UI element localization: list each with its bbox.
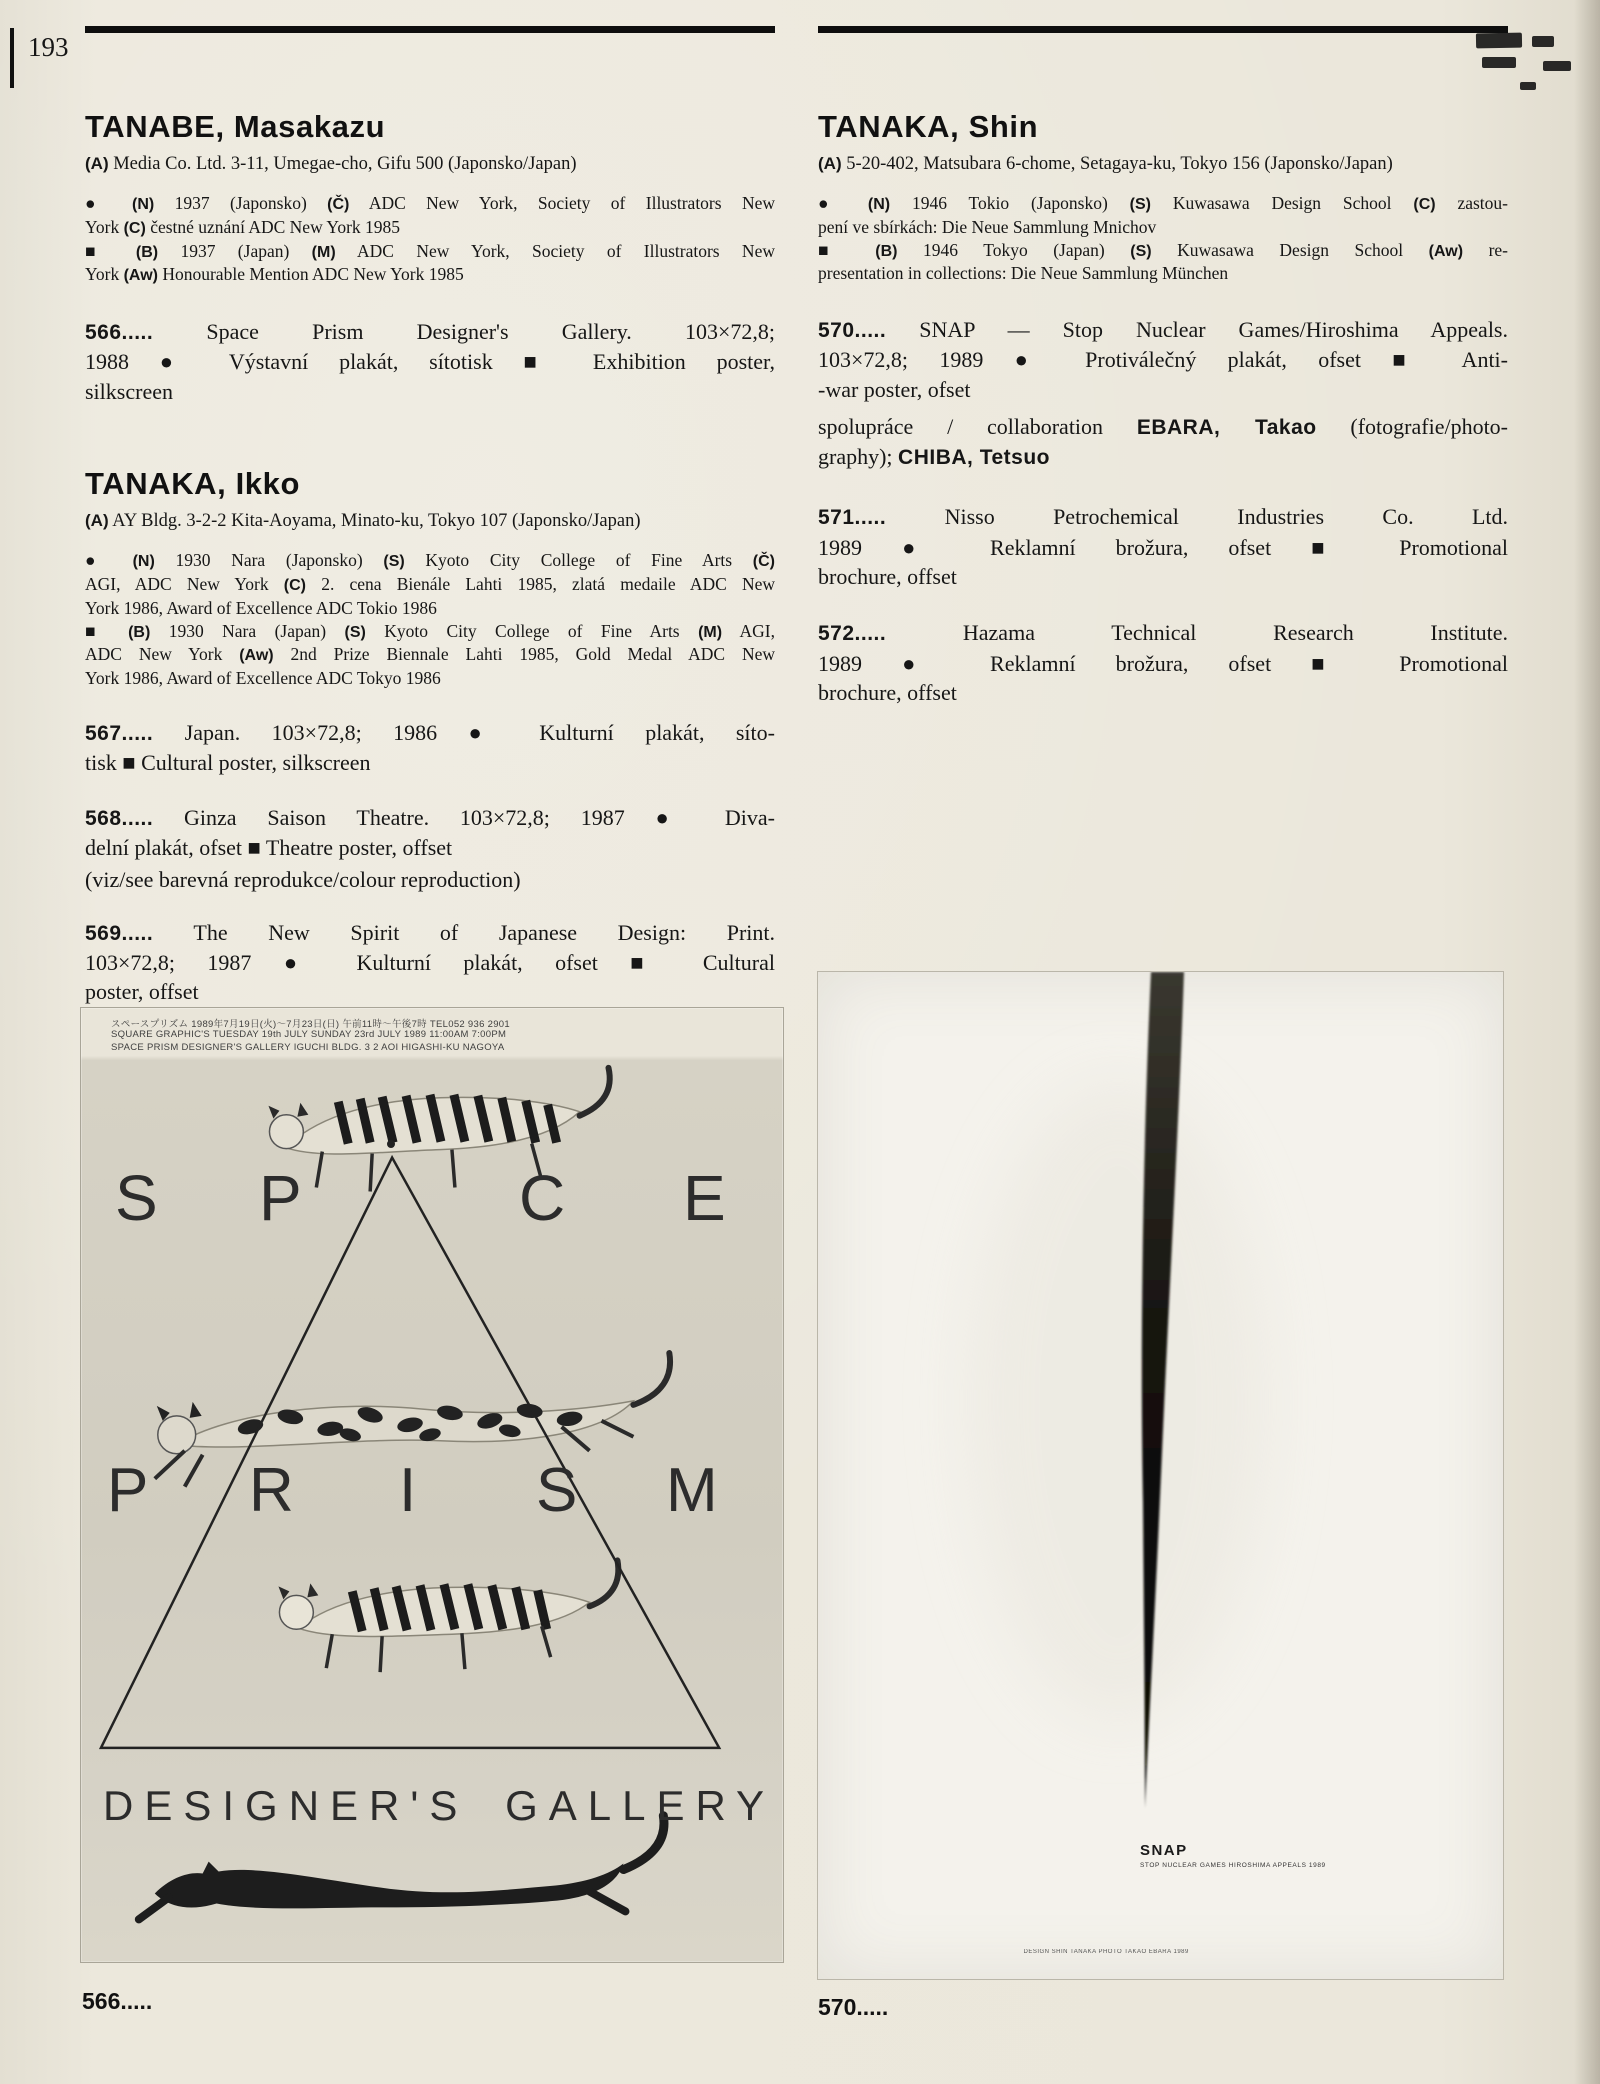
poster-image-570 — [817, 971, 1504, 1980]
snap-credits-microtext: DESIGN SHIN TANAKA PHOTO TAKAO EBARA 1989 — [1023, 1948, 1189, 1955]
bio-line: ● (N) 1946 Tokio (Japonsko) (S) Kuwasawa Design School (C) zastou- — [818, 193, 1508, 213]
bio-line: AGI, ADC New York (C) 2. cena Bienále Lahti 1985, zlatá medaile ADC New — [85, 574, 775, 595]
artist-address: (A) Media Co. Ltd. 3-11, Umegae-cho, Gifu 500 (Japonsko/Japan) — [85, 154, 577, 174]
black-cat-illustration — [139, 1816, 664, 1920]
work-note-line: spolupráce / collaboration EBARA, Takao (fotografie/photo- — [818, 414, 1509, 440]
work-entry-572 — [818, 618, 1508, 707]
scan-artifact — [1520, 82, 1536, 90]
work-line: -war poster, ofset — [818, 376, 971, 402]
bio-line: York (C) čestné uznání ADC New York 1985 — [85, 216, 401, 237]
poster-caption: 566..... — [82, 1988, 153, 2014]
bio-line: presentation in collections: Die Neue Sammlung München — [818, 263, 1229, 284]
work-entry-567 — [85, 718, 775, 778]
apex-dot — [387, 1140, 395, 1148]
striped-cat-lower-illustration — [278, 1560, 618, 1672]
work-line: 103×72,8; 1987 ● Kulturní plakát, ofset ■ Cultural — [85, 949, 775, 975]
work-note-line: graphy); CHIBA, Tetsuo — [818, 444, 1050, 470]
work-line: 566..... Space Prism Designer's Gallery. 103×72,8; — [85, 319, 775, 345]
artist-bio — [85, 192, 775, 287]
work-line: poster, offset — [85, 979, 199, 1005]
bio-line: York 1986, Award of Excellence ADC Tokio 1986 — [85, 597, 437, 618]
margin-mark — [10, 28, 14, 88]
poster-image-566 — [80, 1007, 784, 1963]
poster-letter: R — [249, 1456, 294, 1525]
column-rule — [818, 26, 1508, 33]
work-entry-568 — [85, 803, 775, 895]
artist-bio — [85, 549, 775, 690]
bio-line: ● (N) 1930 Nara (Japonsko) (S) Kyoto City College of Fine Arts (Č) — [85, 550, 775, 571]
work-line: brochure, offset — [818, 680, 957, 706]
work-line: 569..... The New Spirit of Japanese Design: Print. — [85, 919, 775, 945]
bio-line: ■ (B) 1937 (Japan) (M) ADC New York, Society of Illustrators New — [85, 240, 775, 261]
poster-letter: S — [536, 1456, 578, 1525]
bio-line: ● (N) 1937 (Japonsko) (Č) ADC New York, Society of Illustrators New — [85, 193, 776, 213]
poster-letter: C — [519, 1162, 566, 1234]
work-line: 572..... Hazama Technical Research Institute. — [818, 620, 1508, 646]
bio-line: pení ve sbírkách: Die Neue Sammlung Mnichov — [818, 216, 1157, 237]
work-line: silkscreen — [85, 378, 173, 404]
poster-letter: I — [399, 1456, 417, 1525]
poster-fine-print-line: SPACE PRISM DESIGNER'S GALLERY IGUCHI BLDG. 3 2 AOI HIGASHI-KU NAGOYA — [111, 1042, 505, 1053]
snap-text-block — [1140, 1842, 1326, 1869]
work-note-line: (viz/see barevná reprodukce/colour reproduction) — [85, 867, 521, 893]
page-edge-shadow — [1574, 0, 1600, 2084]
poster-letter: S — [115, 1162, 158, 1234]
artist-heading: TANAKA, Shin — [818, 109, 1039, 144]
work-entry-570 — [818, 315, 1508, 472]
snap-title: SNAP — [1139, 1842, 1188, 1860]
work-line: 570..... SNAP — Stop Nuclear Games/Hiroshima Appeals. — [818, 317, 1508, 343]
artist-heading: TANABE, Masakazu — [85, 109, 386, 144]
bio-line: ADC New York (Aw) 2nd Prize Biennale Lahti 1985, Gold Medal ADC New — [85, 644, 775, 665]
bio-line: York 1986, Award of Excellence ADC Tokyo 1986 — [85, 668, 441, 689]
soft-shadow — [968, 1082, 1268, 1722]
work-line: 571..... Nisso Petrochemical Industries Co. Ltd. — [818, 504, 1508, 530]
bio-line: York (Aw) Honourable Mention ADC New York 1985 — [85, 264, 464, 285]
scan-artifact — [1476, 33, 1522, 49]
poster-letter: M — [666, 1456, 718, 1525]
bio-line: ■ (B) 1946 Tokyo (Japan) (S) Kuwasawa Design School (Aw) re- — [818, 239, 1508, 260]
work-line: 1989 ● Reklamní brožura, ofset ■ Promotional — [818, 650, 1508, 676]
work-line: 567..... Japan. 103×72,8; 1986 ● Kulturní plakát, síto- — [85, 719, 775, 745]
triangle-outline — [101, 1158, 719, 1748]
left-column — [85, 26, 775, 1007]
bio-line: ■ (B) 1930 Nara (Japan) (S) Kyoto City College of Fine Arts (M) AGI, — [85, 620, 775, 641]
poster-letter: P — [107, 1456, 149, 1525]
work-entry-571 — [818, 502, 1508, 591]
artist-heading: TANAKA, Ikko — [85, 466, 301, 502]
work-line: delní plakát, ofset ■ Theatre poster, offset — [85, 834, 453, 860]
poster-fine-print-line: SQUARE GRAPHIC'S TUESDAY 19th JULY SUNDAY 23rd JULY 1989 11:00AM 7:00PM — [111, 1029, 507, 1040]
work-line: 1989 ● Reklamní brožura, ofset ■ Promotional — [818, 534, 1508, 560]
poster-word-bottom: DESIGNER'S GALLERY — [103, 1782, 776, 1829]
column-rule — [85, 26, 775, 33]
artist-address: (A) AY Bldg. 3-2-2 Kita-Aoyama, Minato-ku, Tokyo 107 (Japonsko/Japan) — [85, 511, 641, 532]
artist-bio — [818, 192, 1508, 285]
scan-artifact — [1543, 61, 1571, 71]
right-column — [818, 26, 1508, 708]
scan-artifact — [1482, 57, 1516, 68]
poster-letter: E — [683, 1162, 726, 1234]
work-line: brochure, offset — [818, 564, 957, 589]
snap-subtitle: STOP NUCLEAR GAMES HIROSHIMA APPEALS 1989 — [1139, 1862, 1326, 1870]
artist-address: (A) 5-20-402, Matsubara 6-chome, Setagaya-ku, Tokyo 156 (Japonsko/Japan) — [818, 154, 1393, 174]
poster-fine-print-line: スペースプリズム 1989年7月19日(火)〜7月23日(日) 午前11時〜午後7時 TEL052 936 2901 — [111, 1019, 510, 1030]
poster-illustration-svg — [818, 972, 1503, 1981]
work-line: tisk ■ Cultural poster, silkscreen — [85, 750, 371, 776]
page-number: 193 — [28, 32, 69, 62]
work-line: 1988 ● Výstavní plakát, sítotisk ■ Exhibition poster, — [85, 349, 775, 375]
work-line: 568..... Ginza Saison Theatre. 103×72,8; 1987 ● Diva- — [85, 804, 775, 830]
poster-caption: 570..... — [818, 1994, 889, 2020]
work-line: 103×72,8; 1989 ● Protiválečný plakát, ofset ■ Anti- — [818, 347, 1508, 373]
scan-artifact — [1532, 36, 1554, 47]
work-entry-569 — [85, 918, 775, 1007]
work-entry-566 — [85, 317, 775, 406]
poster-letter: P — [259, 1162, 302, 1234]
